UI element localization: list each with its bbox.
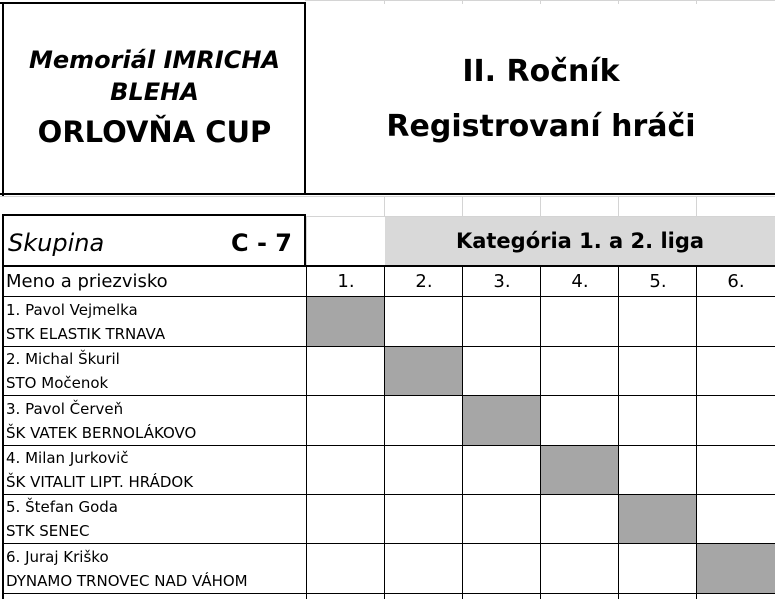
- memorial-line-2: BLEHA: [110, 78, 199, 106]
- column-header-4: 4.: [571, 271, 589, 292]
- player-row: [6, 397, 196, 446]
- column-header-3: 3.: [493, 271, 511, 292]
- diagonal-cell-6: [697, 544, 775, 593]
- player-name: 5. Štefan Goda: [6, 498, 118, 516]
- title-block: [4, 4, 305, 194]
- name-column-header: Meno a priezvisko: [6, 271, 168, 292]
- player-club: STK SENEC: [6, 522, 90, 540]
- player-club: DYNAMO TRNOVEC NAD VÁHOM: [6, 572, 248, 590]
- player-name: 4. Milan Jurkovič: [6, 449, 129, 467]
- registered-players-title: Registrovaní hráči: [386, 109, 696, 144]
- column-header-1: 1.: [337, 271, 355, 292]
- diagonal-cell-2: [385, 347, 462, 395]
- memorial-line-1: Memoriál IMRICHA: [29, 46, 280, 74]
- group-label: Skupina: [8, 229, 105, 257]
- column-header-6: 6.: [727, 271, 745, 292]
- player-row: [6, 298, 165, 347]
- category-band: Kategória 1. a 2. liga: [385, 217, 775, 265]
- cup-title: ORLOVŇA CUP: [37, 115, 272, 149]
- player-club: ŠK VITALIT LIPT. HRÁDOK: [6, 473, 194, 491]
- player-name: 6. Juraj Kriško: [6, 548, 109, 566]
- player-name: 1. Pavol Vejmelka: [6, 301, 138, 319]
- column-header-2: 2.: [415, 271, 433, 292]
- player-row: [6, 495, 118, 544]
- column-header-5: 5.: [649, 271, 667, 292]
- diagonal-cell-5: [619, 495, 696, 543]
- player-row: [6, 347, 120, 396]
- diagonal-cell-3: [463, 396, 540, 445]
- player-name: 3. Pavol Červeň: [6, 400, 124, 418]
- diagonal-cell-4: [541, 446, 618, 494]
- group-header: [8, 220, 298, 266]
- edition-title: II. Ročník: [462, 54, 620, 89]
- player-name: 2. Michal Škuril: [6, 350, 120, 368]
- player-club: ŠK VATEK BERNOLÁKOVO: [6, 424, 197, 442]
- player-row: [6, 545, 248, 594]
- edition-block: [307, 4, 775, 194]
- group-code: C - 7: [231, 229, 292, 257]
- player-row: [6, 446, 193, 495]
- player-club: STO Močenok: [6, 374, 109, 392]
- player-club: STK ELASTIK TRNAVA: [6, 325, 166, 343]
- diagonal-cell-1: [307, 297, 384, 346]
